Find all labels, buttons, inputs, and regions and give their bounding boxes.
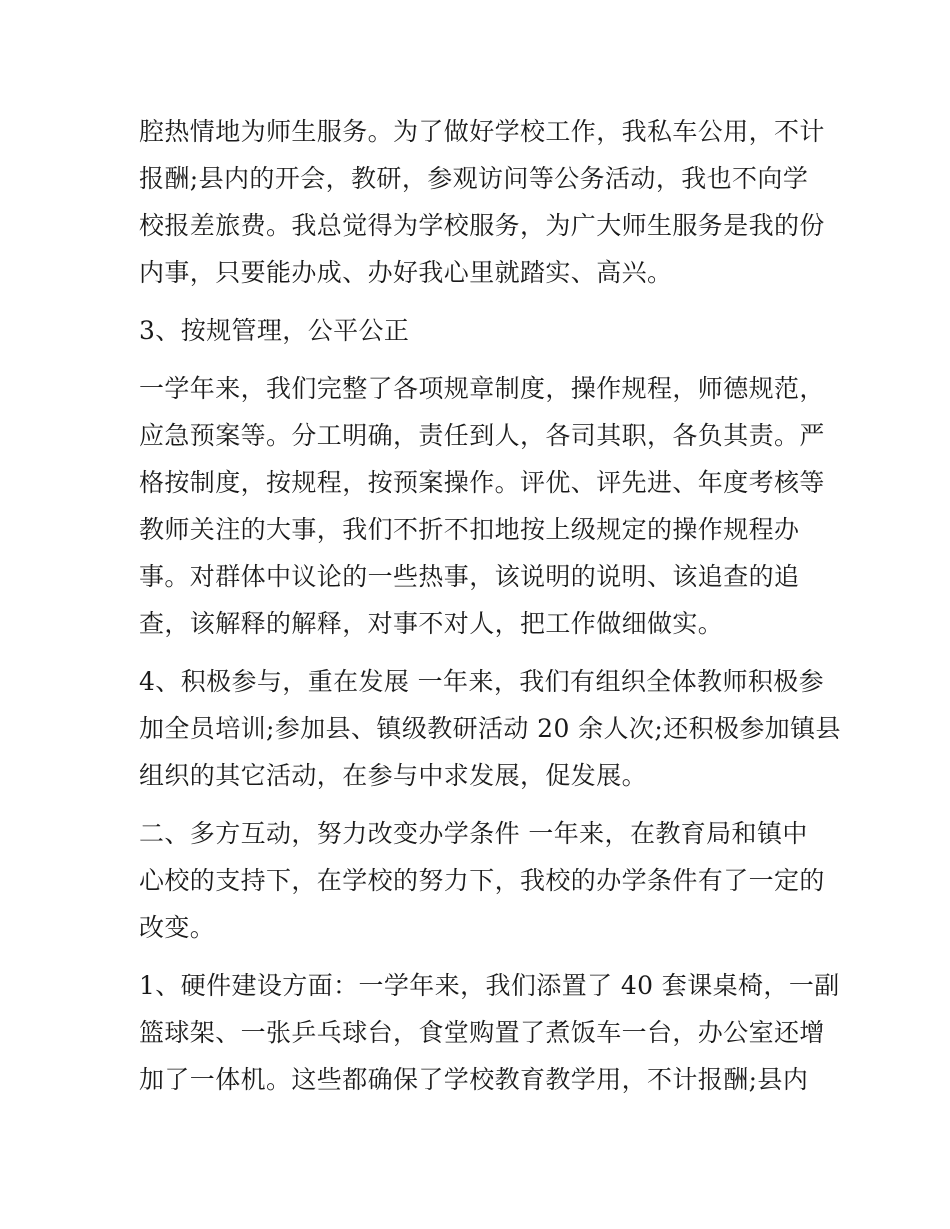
document-body bbox=[139, 108, 841, 1103]
paragraph-service bbox=[139, 108, 825, 296]
text-line: 教师关注的大事，我们不折不扣地按上级规定的操作规程办 bbox=[139, 515, 800, 544]
section-heading-3 bbox=[139, 307, 819, 354]
text-line: 加全员培训;参加县、镇级教研活动 20 余人次;还积极参加镇县 bbox=[139, 714, 841, 743]
text-line: 1、硬件建设方面：一学年来，我们添置了 40 套课桌椅，一副 bbox=[139, 971, 840, 1000]
text-line: 二、多方互动，努力改变办学条件 一年来，在教育局和镇中 bbox=[139, 819, 808, 848]
paragraph-conditions bbox=[139, 810, 825, 951]
text-line: 查，该解释的解释，对事不对人，把工作做细做实。 bbox=[139, 609, 724, 638]
text-line: 篮球架、一张乒乓球台，食堂购置了煮饭车一台，办公室还增 bbox=[139, 1018, 825, 1047]
text-line: 事。对群体中议论的一些热事，该说明的说明、该追查的追 bbox=[139, 562, 800, 591]
text-line: 4、积极参与，重在发展 一年来，我们有组织全体教师积极参 bbox=[139, 667, 825, 696]
section-heading: 3、按规管理，公平公正 bbox=[139, 316, 410, 345]
text-line: 腔热情地为师生服务。为了做好学校工作，我私车公用，不计 bbox=[139, 117, 825, 146]
text-line: 格按制度，按规程，按预案操作。评优、评先进、年度考核等 bbox=[139, 468, 825, 497]
text-line: 改变。 bbox=[139, 913, 216, 942]
text-line: 一学年来，我们完整了各项规章制度，操作规程，师德规范， bbox=[139, 374, 825, 403]
text-line: 应急预案等。分工明确，责任到人，各司其职，各负其责。严 bbox=[139, 421, 825, 450]
paragraph-hardware bbox=[139, 962, 840, 1103]
text-line: 报酬;县内的开会，教研，参观访问等公务活动，我也不向学 bbox=[139, 164, 809, 193]
paragraph-rules bbox=[139, 365, 825, 647]
text-line: 心校的支持下，在学校的努力下，我校的办学条件有了一定的 bbox=[139, 866, 825, 895]
text-line: 组织的其它活动，在参与中求发展，促发展。 bbox=[139, 761, 648, 790]
paragraph-participation bbox=[139, 658, 841, 799]
text-line: 校报差旅费。我总觉得为学校服务，为广大师生服务是我的份 bbox=[139, 211, 825, 240]
text-line: 加了一体机。这些都确保了学校教育教学用，不计报酬;县内 bbox=[139, 1065, 809, 1094]
text-line: 内事，只要能办成、办好我心里就踏实、高兴。 bbox=[139, 258, 673, 287]
